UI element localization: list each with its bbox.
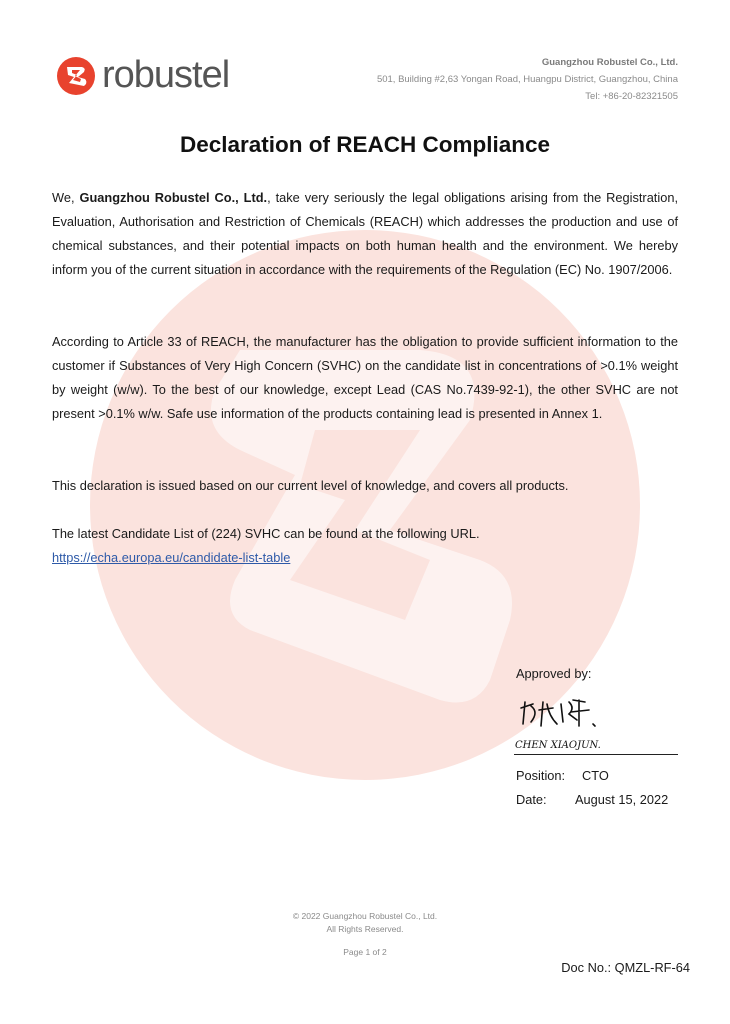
footer-copyright bbox=[0, 910, 730, 936]
paragraph-article33: According to Article 33 of REACH, the manufacturer has the obligation to provide sufficient information to the customer if Substances of Very High Concern (SVHC) on the candidate list in concentrations of >0.1% weight by weight (w/w). To the best of our knowledge, except Lead (CAS No.7439-92-1), the other SVHC are not present >0.1% w/w. Safe use information of the products containing lead is presented in Annex 1. bbox=[52, 334, 678, 421]
signature-name: CHEN XIAOJUN. bbox=[515, 740, 601, 751]
header-tel: Tel: +86-20-82321505 bbox=[585, 91, 678, 102]
company-info bbox=[377, 54, 678, 105]
signature bbox=[513, 694, 663, 754]
date-label: Date: bbox=[516, 792, 547, 807]
robustel-logo-icon bbox=[56, 56, 96, 96]
company-logo bbox=[56, 54, 229, 97]
header-company-name: Guangzhou Robustel Co., Ltd. bbox=[541, 57, 678, 68]
candidate-list-link[interactable]: https://echa.europa.eu/candidate-list-table bbox=[52, 550, 291, 565]
footer-rights-line: All Rights Reserved. bbox=[326, 924, 404, 934]
candidate-list-text: The latest Candidate List of (224) SVHC can be found at the following URL. bbox=[52, 526, 480, 541]
intro-prefix: We, bbox=[52, 190, 80, 205]
approved-by-label: Approved by: bbox=[516, 666, 592, 681]
date-value: August 15, 2022 bbox=[575, 792, 669, 807]
position-value: CTO bbox=[582, 768, 609, 783]
date-row bbox=[516, 792, 669, 807]
signature-line bbox=[514, 754, 678, 755]
logo-wordmark: robustel bbox=[102, 54, 230, 96]
page-number: Page 1 of 2 bbox=[343, 947, 387, 957]
paragraph-candidate-list bbox=[52, 522, 678, 570]
page-title: Declaration of REACH Compliance bbox=[179, 132, 551, 157]
footer-copyright-line: © 2022 Guangzhou Robustel Co., Ltd. bbox=[292, 911, 438, 921]
position-row bbox=[516, 768, 609, 783]
paragraph-declaration: This declaration is issued based on our current level of knowledge, and covers all products. bbox=[52, 478, 569, 493]
doc-number: Doc No.: QMZL-RF-64 bbox=[561, 960, 690, 975]
paragraph-intro bbox=[52, 186, 678, 282]
intro-company: Guangzhou Robustel Co., Ltd. bbox=[79, 190, 268, 205]
intro-text: , take very seriously the legal obligations arising from the Registration, Evaluation, Authorisation and Restriction of Chemicals (REACH) which addresses the production and use of chemical substances, and their potential impacts on both human health and the environment. We hereby inform you of the current situation in accordance with the requirements of the Regulation (EC) No. 1907/2006. bbox=[52, 190, 678, 277]
header-address: 501, Building #2,63 Yongan Road, Huangpu District, Guangzhou, China bbox=[376, 74, 678, 85]
position-label: Position: bbox=[516, 768, 566, 783]
